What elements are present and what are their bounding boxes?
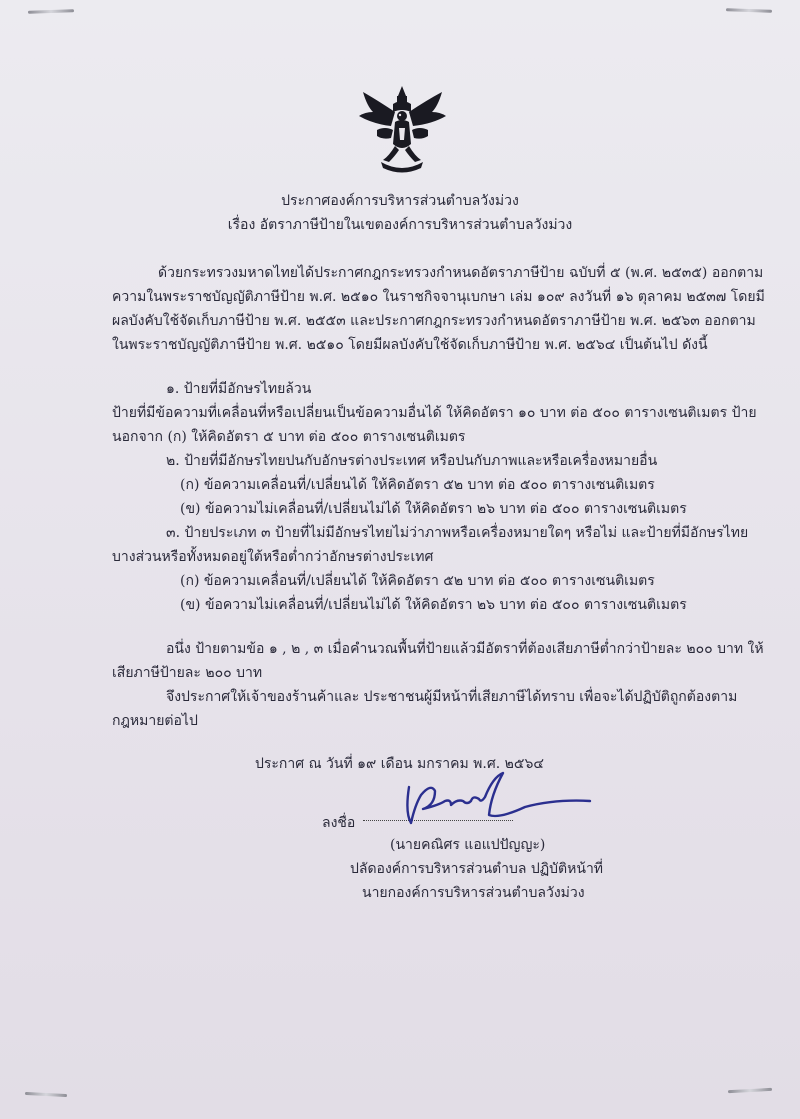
item1-heading: ๑. ป้ายที่มีอักษรไทยล้วน — [166, 381, 312, 397]
item3-sub-b: (ข) ข้อความไม่เคลื่อนที่/เปลี่ยนไม่ได้ ให้คิดอัตรา ๒๖ บาท ต่อ ๕๐๐ ตารางเซนติเมตร — [180, 597, 687, 613]
staple-top-left — [28, 9, 74, 14]
intro-line-3: ผลบังคับใช้จัดเก็บภาษีป้าย พ.ศ. ๒๕๕๓ และประกาศกฎกระทรวงกำหนดอัตราภาษีป้าย พ.ศ. ๒๕๖๓ ออกตาม — [112, 313, 756, 329]
intro-line-1: ด้วยกระทรวงมหาดไทยได้ประกาศกฎกระทรวงกำหนดอัตราภาษีป้าย ฉบับที่ ๕ (พ.ศ. ๒๕๓๕) ออกตาม — [158, 265, 764, 281]
intro-line-2: ความในพระราชบัญญัติภาษีป้าย พ.ศ. ๒๕๑๐ ในราชกิจจานุเบกษา เล่ม ๑๐๙ ลงวันที่ ๑๖ ตุลาคม ๒๕๓๗ โดยมี — [112, 289, 765, 305]
signer-name: (นายคณิศร แอแปปัญญะ) — [390, 837, 546, 853]
item3-line-1: ๓. ป้ายประเภท ๓ ป้ายที่ไม่มีอักษรไทยไม่ว่าภาพหรือเครื่องหมายใดๆ หรือไม่ และป้ายที่มีอักษรไทย — [166, 525, 749, 541]
date-line: ประกาศ ณ วันที่ ๑๙ เดือน มกราคม พ.ศ. ๒๕๖๔ — [255, 756, 544, 772]
signer-office: นายกองค์การบริหารส่วนตำบลวังม่วง — [362, 885, 585, 901]
garuda-emblem-icon — [355, 82, 450, 177]
notice-title: ประกาศองค์การบริหารส่วนตำบลวังม่วง — [281, 193, 519, 209]
closing-line-2: กฎหมายต่อไป — [112, 713, 198, 729]
staple-bottom-right — [728, 1088, 772, 1093]
note-line-1: อนึ่ง ป้ายตามข้อ ๑ , ๒ , ๓ เมื่อคำนวณพื้นที่ป้ายแล้วมีอัตราที่ต้องเสียภาษีต่ำกว่าป้ายละ ๒๐๐ บาท ให้ — [166, 641, 764, 657]
staple-top-right — [726, 8, 772, 13]
intro-line-4: ในพระราชบัญญัติภาษีป้าย พ.ศ. ๒๕๑๐ โดยมีผลบังคับใช้จัดเก็บภาษีป้าย พ.ศ. ๒๕๖๔ เป็นต้นไป ดังนี้ — [112, 337, 708, 353]
item3-line-2: บางส่วนหรือทั้งหมดอยู่ใต้หรือต่ำกว่าอักษรต่างประเทศ — [112, 549, 434, 565]
notice-subject: เรื่อง อัตราภาษีป้ายในเขตองค์การบริหารส่วนตำบลวังม่วง — [227, 217, 573, 233]
signature-mark — [395, 765, 595, 835]
item1-line-2: นอกจาก (ก) ให้คิดอัตรา ๕ บาท ต่อ ๕๐๐ ตารางเซนติเมตร — [112, 429, 466, 445]
item2-sub-b: (ข) ข้อความไม่เคลื่อนที่/เปลี่ยนไม่ได้ ให้คิดอัตรา ๒๖ บาท ต่อ ๕๐๐ ตารางเซนติเมตร — [180, 501, 687, 517]
item2-heading: ๒. ป้ายที่มีอักษรไทยปนกับอักษรต่างประเทศ หรือปนกับภาพและหรือเครื่องหมายอื่น — [166, 453, 658, 469]
item3-sub-a: (ก) ข้อความเคลื่อนที่/เปลี่ยนได้ ให้คิดอัตรา ๕๒ บาท ต่อ ๕๐๐ ตารางเซนติเมตร — [180, 573, 655, 589]
staple-bottom-left — [25, 1092, 67, 1097]
sign-label: ลงชื่อ — [322, 815, 356, 831]
closing-line-1: จึงประกาศให้เจ้าของร้านค้าและ ประชาชนผู้มีหน้าที่เสียภาษีได้ทราบ เพื่อจะได้ปฏิบัติถูกต้องตาม — [166, 689, 738, 705]
item1-line-1: ป้ายที่มีข้อความที่เคลื่อนที่หรือเปลี่ยนเป็นข้อความอื่นได้ ให้คิดอัตรา ๑๐ บาท ต่อ ๕๐๐ ตารางเซนติเมตร ป้าย — [112, 405, 757, 421]
item2-sub-a: (ก) ข้อความเคลื่อนที่/เปลี่ยนได้ ให้คิดอัตรา ๕๒ บาท ต่อ ๕๐๐ ตารางเซนติเมตร — [180, 477, 655, 493]
note-line-2: เสียภาษีป้ายละ ๒๐๐ บาท — [112, 665, 263, 681]
signer-position: ปลัดองค์การบริหารส่วนตำบล ปฏิบัติหน้าที่ — [350, 861, 604, 877]
